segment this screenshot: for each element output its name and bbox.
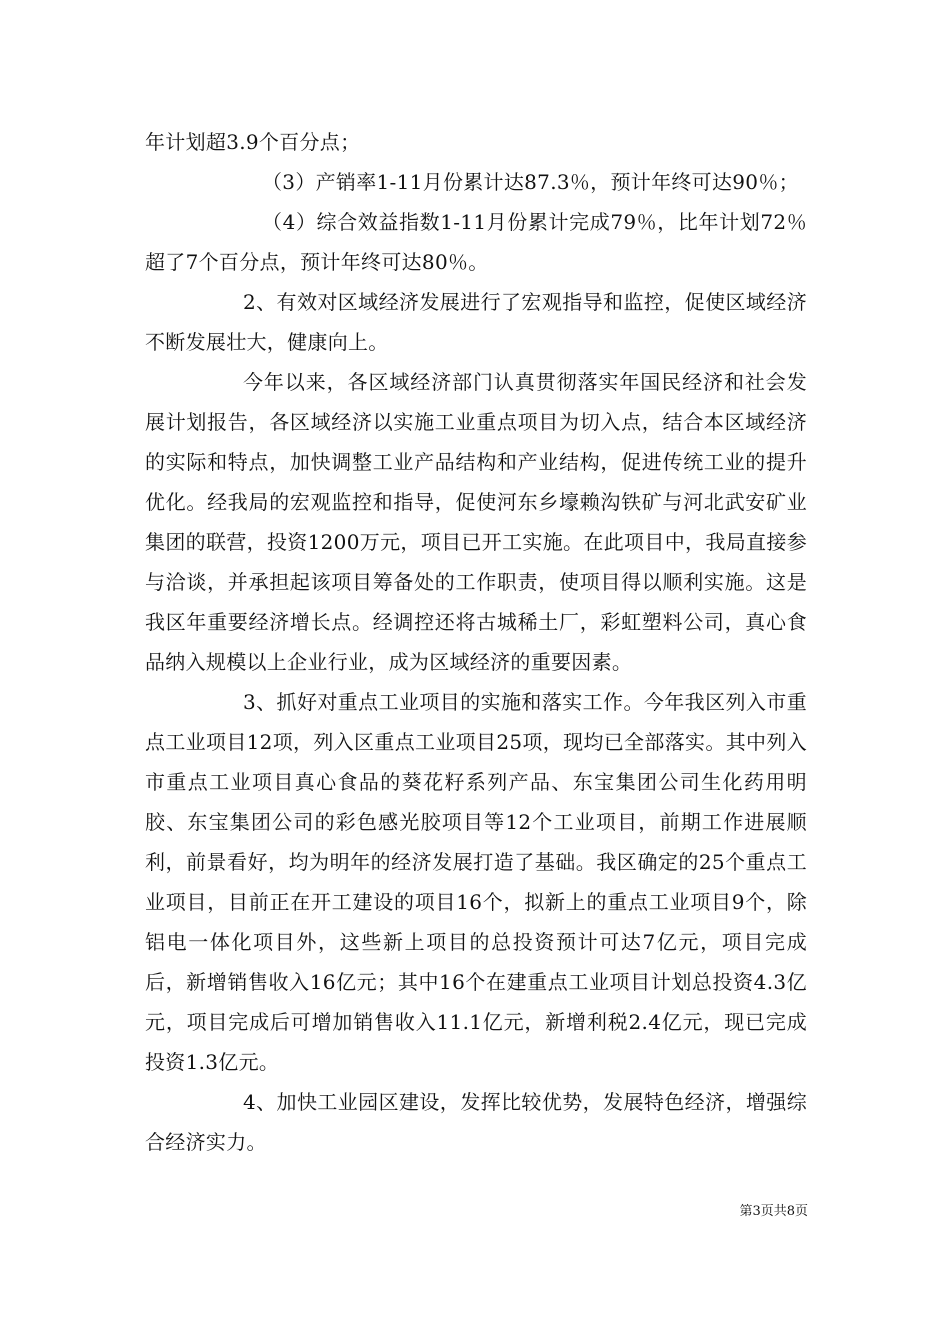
paragraph-section-4-heading: 4、加快工业园区建设，发挥比较优势，发展特色经济，增强综合经济实力。 [145,1090,807,1154]
page-number-footer: 第3页共8页 [739,1204,808,1219]
paragraph-efficiency-index: （4）综合效益指数1-11月份累计完成79％，比年计划72％超了7个百分点，预计年终可达80％。 [145,210,807,274]
paragraph-sales-rate: （3）产销率1-11月份累计达87.3％，预计年终可达90％； [262,170,799,194]
paragraph-regional-economy: 今年以来，各区域经济部门认真贯彻落实年国民经济和社会发展计划报告，各区域经济以实施工业重点项目为切入点，结合本区域经济的实际和特点，加快调整工业产品结构和产业结构，促进传统工业的提升优化。经我局的宏观监控和指导，促使河东乡壕赖沟铁矿与河北武安矿业集团的联营，投资1200万元，项目已开工实施。在此项目中，我局直接参与洽谈，并承担起该项目筹备处的工作职责，使项目得以顺利实施。这是我区年重要经济增长点。经调控还将古城稀土厂，彩虹塑料公司，真心食品纳入规模以上企业行业，成为区域经济的重要因素。 [145,370,807,674]
paragraph-continuation: 年计划超3.9个百分点； [145,130,361,154]
paragraph-section-3-key-projects: 3、抓好对重点工业项目的实施和落实工作。今年我区列入市重点工业项目12项，列入区重点工业项目25项，现均已全部落实。其中列入市重点工业项目真心食品的葵花籽系列产品、东宝集团公司生化药用明胶、东宝集团公司的彩色感光胶项目等12个工业项目，前期工作进展顺利，前景看好，均为明年的经济发展打造了基础。我区确定的25个重点工业项目，目前正在开工建设的项目16个，拟新上的重点工业项目9个，除铝电一体化项目外，这些新上项目的总投资预计可达7亿元，项目完成后，新增销售收入16亿元；其中16个在建重点工业项目计划总投资4.3亿元，项目完成后可增加销售收入11.1亿元，新增利税2.4亿元，现已完成投资1.3亿元。 [145,690,807,1074]
document-body [145,122,807,1162]
paragraph-section-2-heading: 2、有效对区域经济发展进行了宏观指导和监控，促使区域经济不断发展壮大，健康向上。 [145,290,807,354]
